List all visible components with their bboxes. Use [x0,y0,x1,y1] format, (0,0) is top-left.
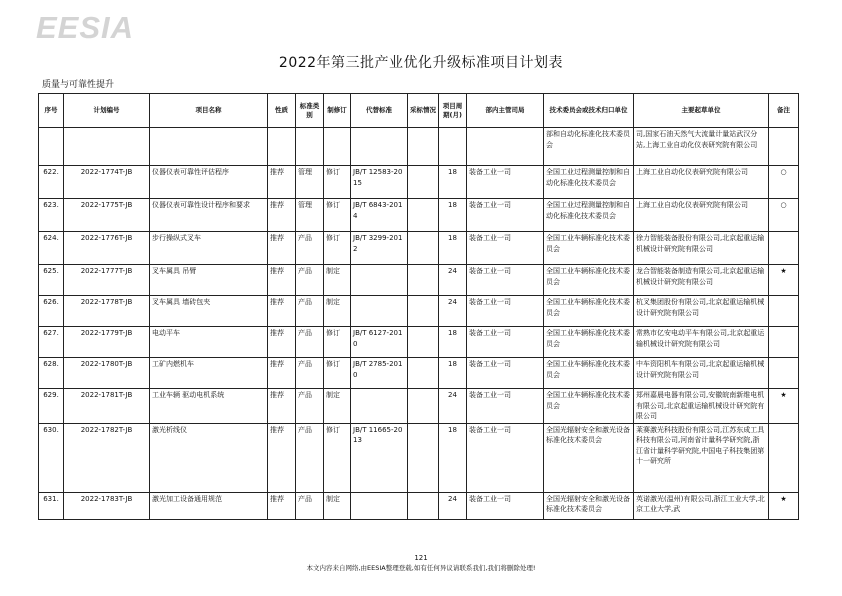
note-mark [769,296,799,327]
header-dept: 部内主管司局 [467,94,544,128]
header-revise: 制修订 [324,94,351,128]
header-note: 备注 [769,94,799,128]
footer-note: 本文内容来自网络,由EESIA整理登载,如有任何异议请联系我们,我们将删除处理! [306,564,536,572]
replaced-standard: JB/T 12583-2015 [351,166,408,199]
continuation-tc: 部和自动化标准化技术委员会 [544,128,634,166]
department: 装备工业一司 [467,232,544,265]
plan-number: 2022-1780T-JB [64,358,150,389]
drafting-org: 徐力智能装备股份有限公司,北京起重运输机械设计研究院有限公司 [634,232,769,265]
category: 管理 [296,166,324,199]
replaced-standard [351,389,408,424]
category: 产品 [296,389,324,424]
header-period: 项目周期(月) [439,94,467,128]
nature: 推荐 [268,327,296,358]
period: 18 [439,327,467,358]
nature: 推荐 [268,166,296,199]
note-mark [769,232,799,265]
header-org: 主要起草单位 [634,94,769,128]
row-number: 622. [39,166,64,199]
note-mark [769,358,799,389]
table-row [39,199,799,232]
period: 24 [439,296,467,327]
nature: 推荐 [268,265,296,296]
row-number: 629. [39,389,64,424]
note-mark: ○ [769,199,799,232]
header-replaced: 代替标准 [351,94,408,128]
replaced-standard: JB/T 2785-2010 [351,358,408,389]
drafting-org: 英诺激光(温州)有限公司,浙江工业大学,北京工业大学,武 [634,492,769,519]
drafting-org: 郑州嘉晨电器有限公司,安徽皖南新维电机有限公司,北京起重运输机械设计研究院有限公司 [634,389,769,424]
replaced-standard [351,296,408,327]
table-row [39,327,799,358]
revise-type: 制定 [324,389,351,424]
project-name: 步行操纵式叉车 [150,232,268,265]
replaced-standard [351,492,408,519]
technical-committee: 全国工业车辆标准化技术委员会 [544,265,634,296]
department: 装备工业一司 [467,389,544,424]
row-number: 623. [39,199,64,232]
plan-number: 2022-1781T-JB [64,389,150,424]
nature: 推荐 [268,423,296,492]
plan-number: 2022-1783T-JB [64,492,150,519]
note-mark: ★ [769,265,799,296]
period: 18 [439,166,467,199]
category: 产品 [296,296,324,327]
note-mark [769,327,799,358]
replaced-standard: JB/T 3299-2012 [351,232,408,265]
project-name: 工矿内燃机车 [150,358,268,389]
project-name: 工业车辆 驱动电机系统 [150,389,268,424]
drafting-org: 中车资阳机车有限公司,北京起重运输机械设计研究院有限公司 [634,358,769,389]
table-row [39,389,799,424]
replaced-standard: JB/T 11665-2013 [351,423,408,492]
nature: 推荐 [268,199,296,232]
drafting-org: 杭叉集团股份有限公司,北京起重运输机械设计研究院有限公司 [634,296,769,327]
row-number: 631. [39,492,64,519]
section-label: 质量与可靠性提升 [42,80,115,90]
continuation-org: 司,国家石油天然气大流量计量站武汉分站,上海工业自动化仪表研究院有限公司 [634,128,769,166]
revise-type: 修订 [324,232,351,265]
table-header-row [39,94,799,128]
row-number: 625. [39,265,64,296]
table-row [39,296,799,327]
period: 18 [439,358,467,389]
period: 24 [439,389,467,424]
row-number: 627. [39,327,64,358]
adopt-status [408,389,439,424]
period: 18 [439,232,467,265]
row-number: 624. [39,232,64,265]
project-name: 仪器仪表可靠性设计程序和要求 [150,199,268,232]
project-name: 仪器仪表可靠性评估程序 [150,166,268,199]
department: 装备工业一司 [467,358,544,389]
category: 产品 [296,492,324,519]
technical-committee: 全国工业车辆标准化技术委员会 [544,296,634,327]
drafting-org: 龙合智能装备制造有限公司,北京起重运输机械设计研究院有限公司 [634,265,769,296]
header-plan: 计划编号 [64,94,150,128]
revise-type: 修订 [324,327,351,358]
department: 装备工业一司 [467,199,544,232]
replaced-standard [351,265,408,296]
technical-committee: 全国光辐射安全和激光设备标准化技术委员会 [544,492,634,519]
adopt-status [408,199,439,232]
revise-type: 制定 [324,492,351,519]
category: 产品 [296,265,324,296]
table-row [39,358,799,389]
department: 装备工业一司 [467,327,544,358]
period: 24 [439,265,467,296]
plan-number: 2022-1778T-JB [64,296,150,327]
department: 装备工业一司 [467,296,544,327]
department: 装备工业一司 [467,423,544,492]
category: 产品 [296,358,324,389]
technical-committee: 全国工业车辆标准化技术委员会 [544,327,634,358]
logo: EESIA [36,10,135,45]
revise-type: 修订 [324,423,351,492]
header-no: 序号 [39,94,64,128]
drafting-org: 上海工业自动化仪表研究院有限公司 [634,199,769,232]
category: 产品 [296,327,324,358]
adopt-status [408,492,439,519]
revise-type: 修订 [324,166,351,199]
revise-type: 修订 [324,358,351,389]
technical-committee: 全国光辐射安全和激光设备标准化技术委员会 [544,423,634,492]
revise-type: 制定 [324,265,351,296]
table-row [39,265,799,296]
category: 管理 [296,199,324,232]
period: 18 [439,199,467,232]
row-number: 628. [39,358,64,389]
header-tc: 技术委员会或技术归口单位 [544,94,634,128]
project-name: 激光加工设备通用规范 [150,492,268,519]
department: 装备工业一司 [467,166,544,199]
plan-number: 2022-1774T-JB [64,166,150,199]
project-name: 叉车属具 吊臂 [150,265,268,296]
revise-type: 修订 [324,199,351,232]
project-name: 电动平车 [150,327,268,358]
page-title: 2022年第三批产业优化升级标准项目计划表 [278,55,564,71]
nature: 推荐 [268,492,296,519]
table-row [39,492,799,519]
plan-number: 2022-1777T-JB [64,265,150,296]
note-mark: ★ [769,389,799,424]
standards-table [38,93,799,520]
adopt-status [408,296,439,327]
department: 装备工业一司 [467,265,544,296]
plan-number: 2022-1776T-JB [64,232,150,265]
project-name: 激光析线仪 [150,423,268,492]
header-nature: 性质 [268,94,296,128]
adopt-status [408,265,439,296]
drafting-org: 常熟市亿安电动平车有限公司,北京起重运输机械设计研究院有限公司 [634,327,769,358]
table-row [39,232,799,265]
replaced-standard: JB/T 6127-2010 [351,327,408,358]
technical-committee: 全国工业车辆标准化技术委员会 [544,232,634,265]
nature: 推荐 [268,232,296,265]
plan-number: 2022-1779T-JB [64,327,150,358]
replaced-standard: JB/T 6843-2014 [351,199,408,232]
adopt-status [408,358,439,389]
nature: 推荐 [268,389,296,424]
drafting-org: 莱赛激光科技股份有限公司,江苏东成工具科技有限公司,河南省计量科学研究院,浙江省计量科学研究院,中国电子科技集团第十一研究所 [634,423,769,492]
category: 产品 [296,423,324,492]
note-mark [769,423,799,492]
note-mark: ○ [769,166,799,199]
header-adopt: 采标情况 [408,94,439,128]
adopt-status [408,423,439,492]
row-number: 630. [39,423,64,492]
header-category: 标准类别 [296,94,324,128]
nature: 推荐 [268,296,296,327]
table-row [39,166,799,199]
technical-committee: 全国工业过程测量控制和自动化标准化技术委员会 [544,199,634,232]
nature: 推荐 [268,358,296,389]
drafting-org: 上海工业自动化仪表研究院有限公司 [634,166,769,199]
technical-committee: 全国工业过程测量控制和自动化标准化技术委员会 [544,166,634,199]
department: 装备工业一司 [467,492,544,519]
row-number: 626. [39,296,64,327]
category: 产品 [296,232,324,265]
revise-type: 制定 [324,296,351,327]
technical-committee: 全国工业车辆标准化技术委员会 [544,389,634,424]
note-mark: ★ [769,492,799,519]
adopt-status [408,166,439,199]
adopt-status [408,327,439,358]
plan-number: 2022-1775T-JB [64,199,150,232]
page-number: 121 [414,554,428,562]
project-name: 叉车属具 墙砖包夹 [150,296,268,327]
period: 24 [439,492,467,519]
period: 18 [439,423,467,492]
table-row [39,423,799,492]
continuation-row [39,128,799,166]
header-name: 项目名称 [150,94,268,128]
adopt-status [408,232,439,265]
plan-number: 2022-1782T-JB [64,423,150,492]
technical-committee: 全国工业车辆标准化技术委员会 [544,358,634,389]
